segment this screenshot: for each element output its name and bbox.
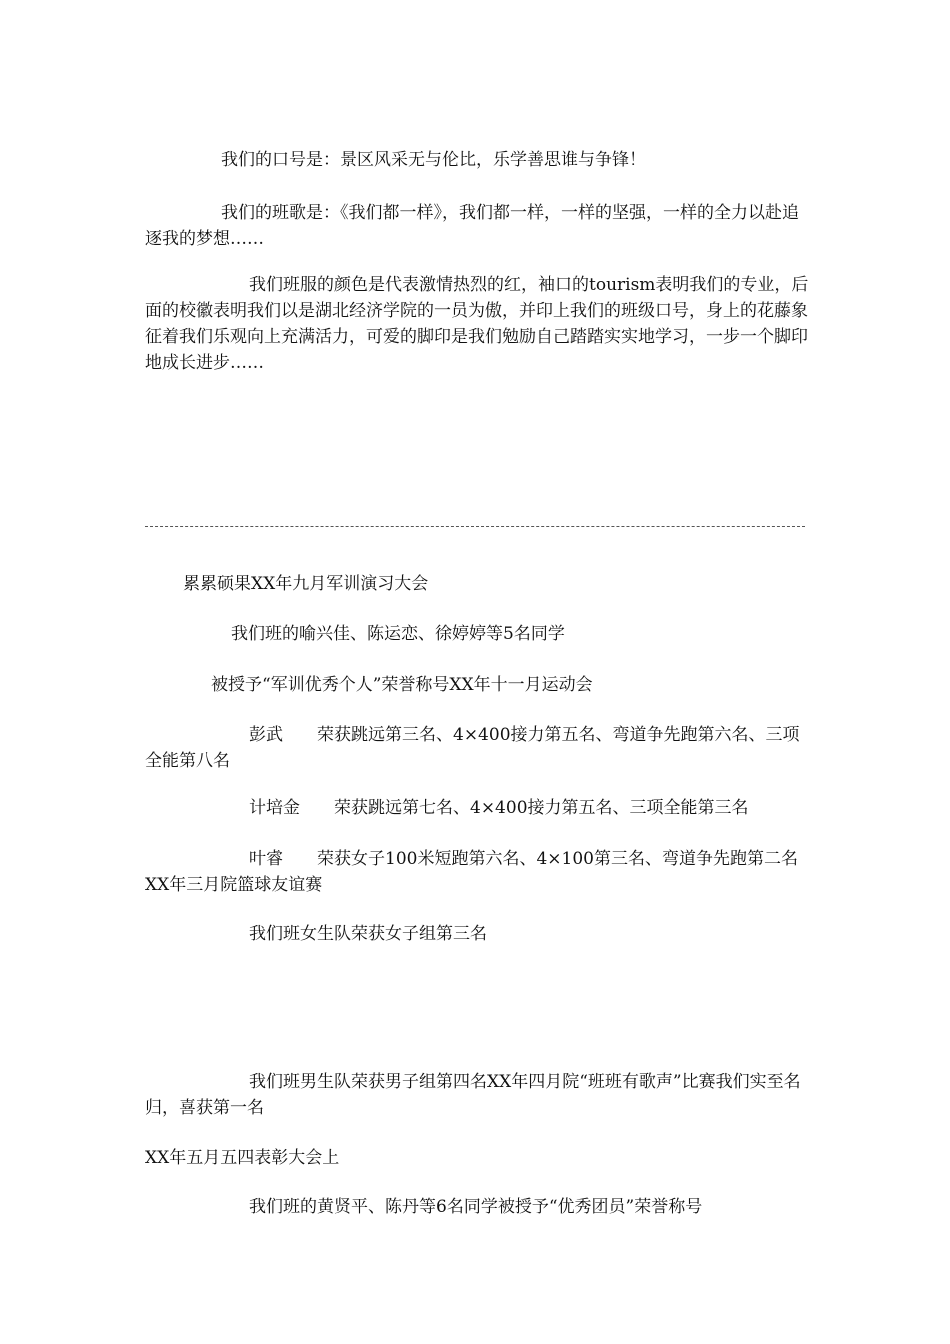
class-song-paragraph: 我们的班歌是：《我们都一样》，我们都一样，一样的坚强，一样的全力以赴追逐我的梦想…… <box>145 203 799 249</box>
military-training-honor: 被授予“军训优秀个人”荣誉称号XX年十一月运动会 <box>211 675 593 695</box>
award-peng-wu: 彭武 荣获跳远第三名、4×400接力第五名、弯道争先跑第六名、三项全能第八名 <box>145 725 800 771</box>
award-ye-rui: 叶睿 荣获女子100米短跑第六名、4×100第三名、弯道争先跑第二名XX年三月院篮球友谊赛 <box>145 849 798 895</box>
class-uniform-paragraph: 我们班服的颜色是代表激情热烈的红，袖口的tourism表明我们的专业，后面的校徽表明我们以是湖北经济学院的一员为傲，并印上我们的班级口号，身上的花藤象征着我们乐观向上充满活力，可爱的脚印是我们勉励自己踏踏实实地学习，一步一个脚印地成长进步…… <box>145 275 809 373</box>
slogan-paragraph: 我们的口号是：景区风采无与伦比，乐学善思谁与争锋！ <box>221 150 646 170</box>
boys-team-award: 我们班男生队荣获男子组第四名XX年四月院“班班有歌声”比赛我们实至名归，喜获第一名 <box>145 1072 801 1118</box>
award-ji-peijin: 计培金 荣获跳远第七名、4×400接力第五名、三项全能第三名 <box>249 798 749 818</box>
section-divider <box>145 526 805 527</box>
may-fourth-ceremony: XX年五月五四表彰大会上 <box>145 1148 340 1168</box>
league-member-honor: 我们班的黄贤平、陈丹等6名同学被授予“优秀团员”荣誉称号 <box>249 1197 703 1217</box>
girls-team-award: 我们班女生队荣获女子组第三名 <box>249 924 487 944</box>
military-training-students: 我们班的喻兴佳、陈运恋、徐婷婷等5名同学 <box>231 624 565 644</box>
achievements-heading: 累累硕果XX年九月军训演习大会 <box>183 574 429 594</box>
